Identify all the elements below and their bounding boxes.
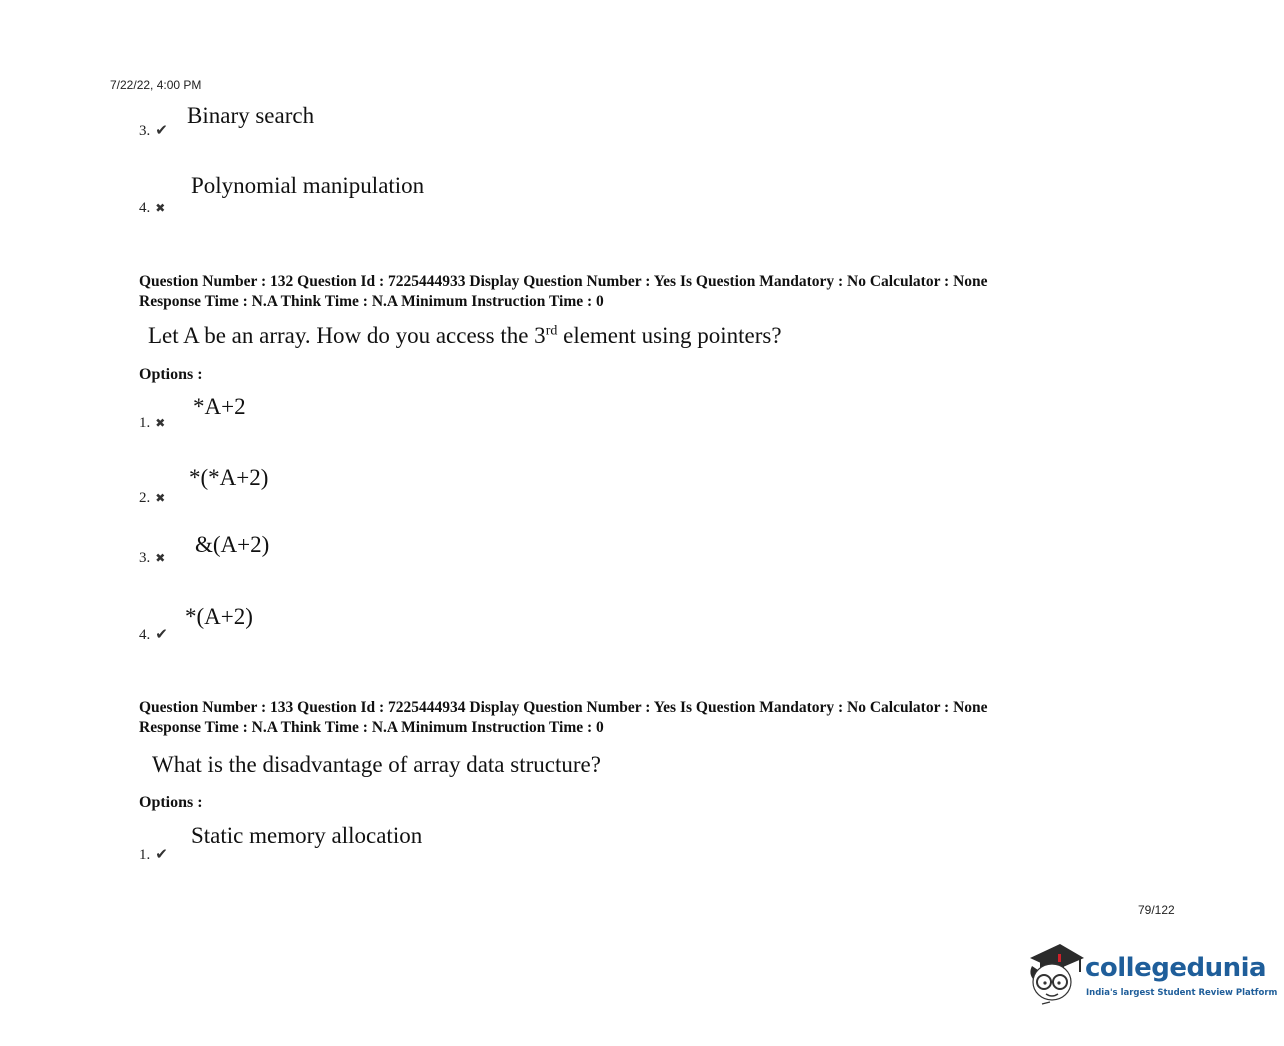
question-text: Let A be an array. How do you access the 3rd element using pointers? [148, 323, 782, 348]
option-text: *A+2 [193, 394, 246, 419]
checkmark-icon: ✔ [155, 121, 168, 139]
option-number: 1. ✖ [139, 415, 166, 431]
question-meta-line1: Question Number : 133 Question Id : 7225444934 Display Question Number : Yes Is Question Mandatory : No Calculator : None [139, 699, 988, 716]
question-meta-line1: Question Number : 132 Question Id : 7225444933 Display Question Number : Yes Is Question Mandatory : No Calculator : None [139, 273, 988, 290]
option-number: 2. ✖ [139, 490, 166, 506]
options-label: Options : [139, 794, 203, 811]
cross-icon: ✖ [155, 551, 166, 565]
option-text: *(A+2) [185, 604, 253, 629]
print-timestamp: 7/22/22, 4:00 PM [110, 78, 202, 92]
checkmark-icon: ✔ [155, 845, 168, 863]
question-meta-line2: Response Time : N.A Think Time : N.A Minimum Instruction Time : 0 [139, 719, 604, 736]
option-text: *(*A+2) [189, 465, 269, 490]
option-number: 4. ✖ [139, 200, 166, 216]
option-number: 3. ✖ [139, 550, 166, 566]
option-text: Polynomial manipulation [191, 173, 425, 198]
cross-icon: ✖ [155, 416, 166, 430]
page-number: 79/122 [1138, 903, 1175, 917]
options-label: Options : [139, 366, 203, 383]
mascot-logo-icon [1024, 940, 1084, 1006]
cross-icon: ✖ [155, 201, 166, 215]
option-number: 3. ✔ [139, 121, 168, 139]
question-meta-line2: Response Time : N.A Think Time : N.A Minimum Instruction Time : 0 [139, 293, 604, 310]
brand-tagline: India's largest Student Review Platform [1086, 988, 1278, 998]
option-number: 1. ✔ [139, 845, 168, 863]
brand-name: collegedunia [1085, 953, 1267, 983]
option-text: &(A+2) [195, 532, 270, 557]
checkmark-icon: ✔ [155, 625, 168, 643]
cross-icon: ✖ [155, 491, 166, 505]
question-text: What is the disadvantage of array data structure? [152, 752, 601, 777]
option-text: Binary search [187, 103, 315, 128]
option-text: Static memory allocation [191, 823, 423, 848]
option-number: 4. ✔ [139, 625, 168, 643]
